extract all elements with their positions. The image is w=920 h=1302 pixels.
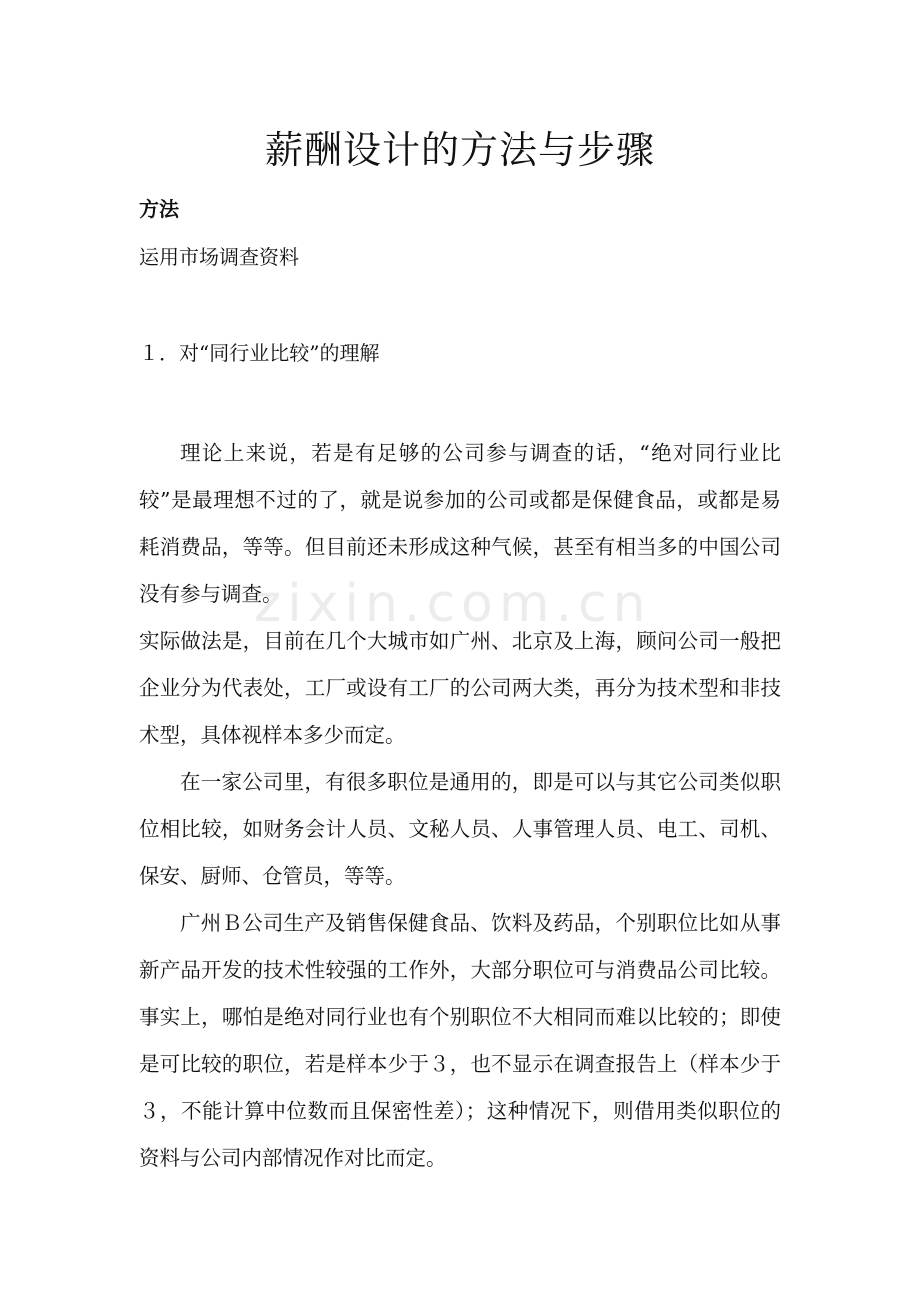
paragraph-3: 在一家公司里，有很多职位是通用的，即是可以与其它公司类似职位相比较，如财务会计人员、文秘人员、人事管理人员、电工、司机、保安、厨师、仓管员，等等。 <box>139 770 781 888</box>
body-text <box>139 430 781 1182</box>
section-subheading: 运用市场调查资料 <box>139 245 299 269</box>
item-heading: １．对“同行业比较”的理解 <box>139 341 380 365</box>
section-heading: 方法 <box>139 197 179 221</box>
paragraph-4: 广州Ｂ公司生产及销售保健食品、饮料及药品，个别职位比如从事新产品开发的技术性较强的工作外，大部分职位可与消费品公司比较。事实上，哪怕是绝对同行业也有个别职位不大相同而难以比较的；即使是可比较的职位，若是样本少于３，也不显示在调查报告上（样本少于３，不能计算中位数而且保密性差）；这种情况下，则借用类似职位的资料与公司内部情况作对比而定。 <box>139 911 781 1170</box>
paragraph-1: 理论上来说，若是有足够的公司参与调查的话，“绝对同行业比较”是最理想不过的了，就是说参加的公司或都是保健食品，或都是易耗消费品，等等。但目前还未形成这种气候，甚至有相当多的中国公司没有参与调查。 <box>139 441 781 606</box>
document-title: 薪酬设计的方法与步骤 <box>264 128 655 172</box>
paragraph-2: 实际做法是，目前在几个大城市如广州、北京及上海，顾问公司一般把企业分为代表处，工厂或设有工厂的公司两大类，再分为技术型和非技术型，具体视样本多少而定。 <box>139 629 781 747</box>
watermark: zixin.com.cn <box>254 574 652 634</box>
